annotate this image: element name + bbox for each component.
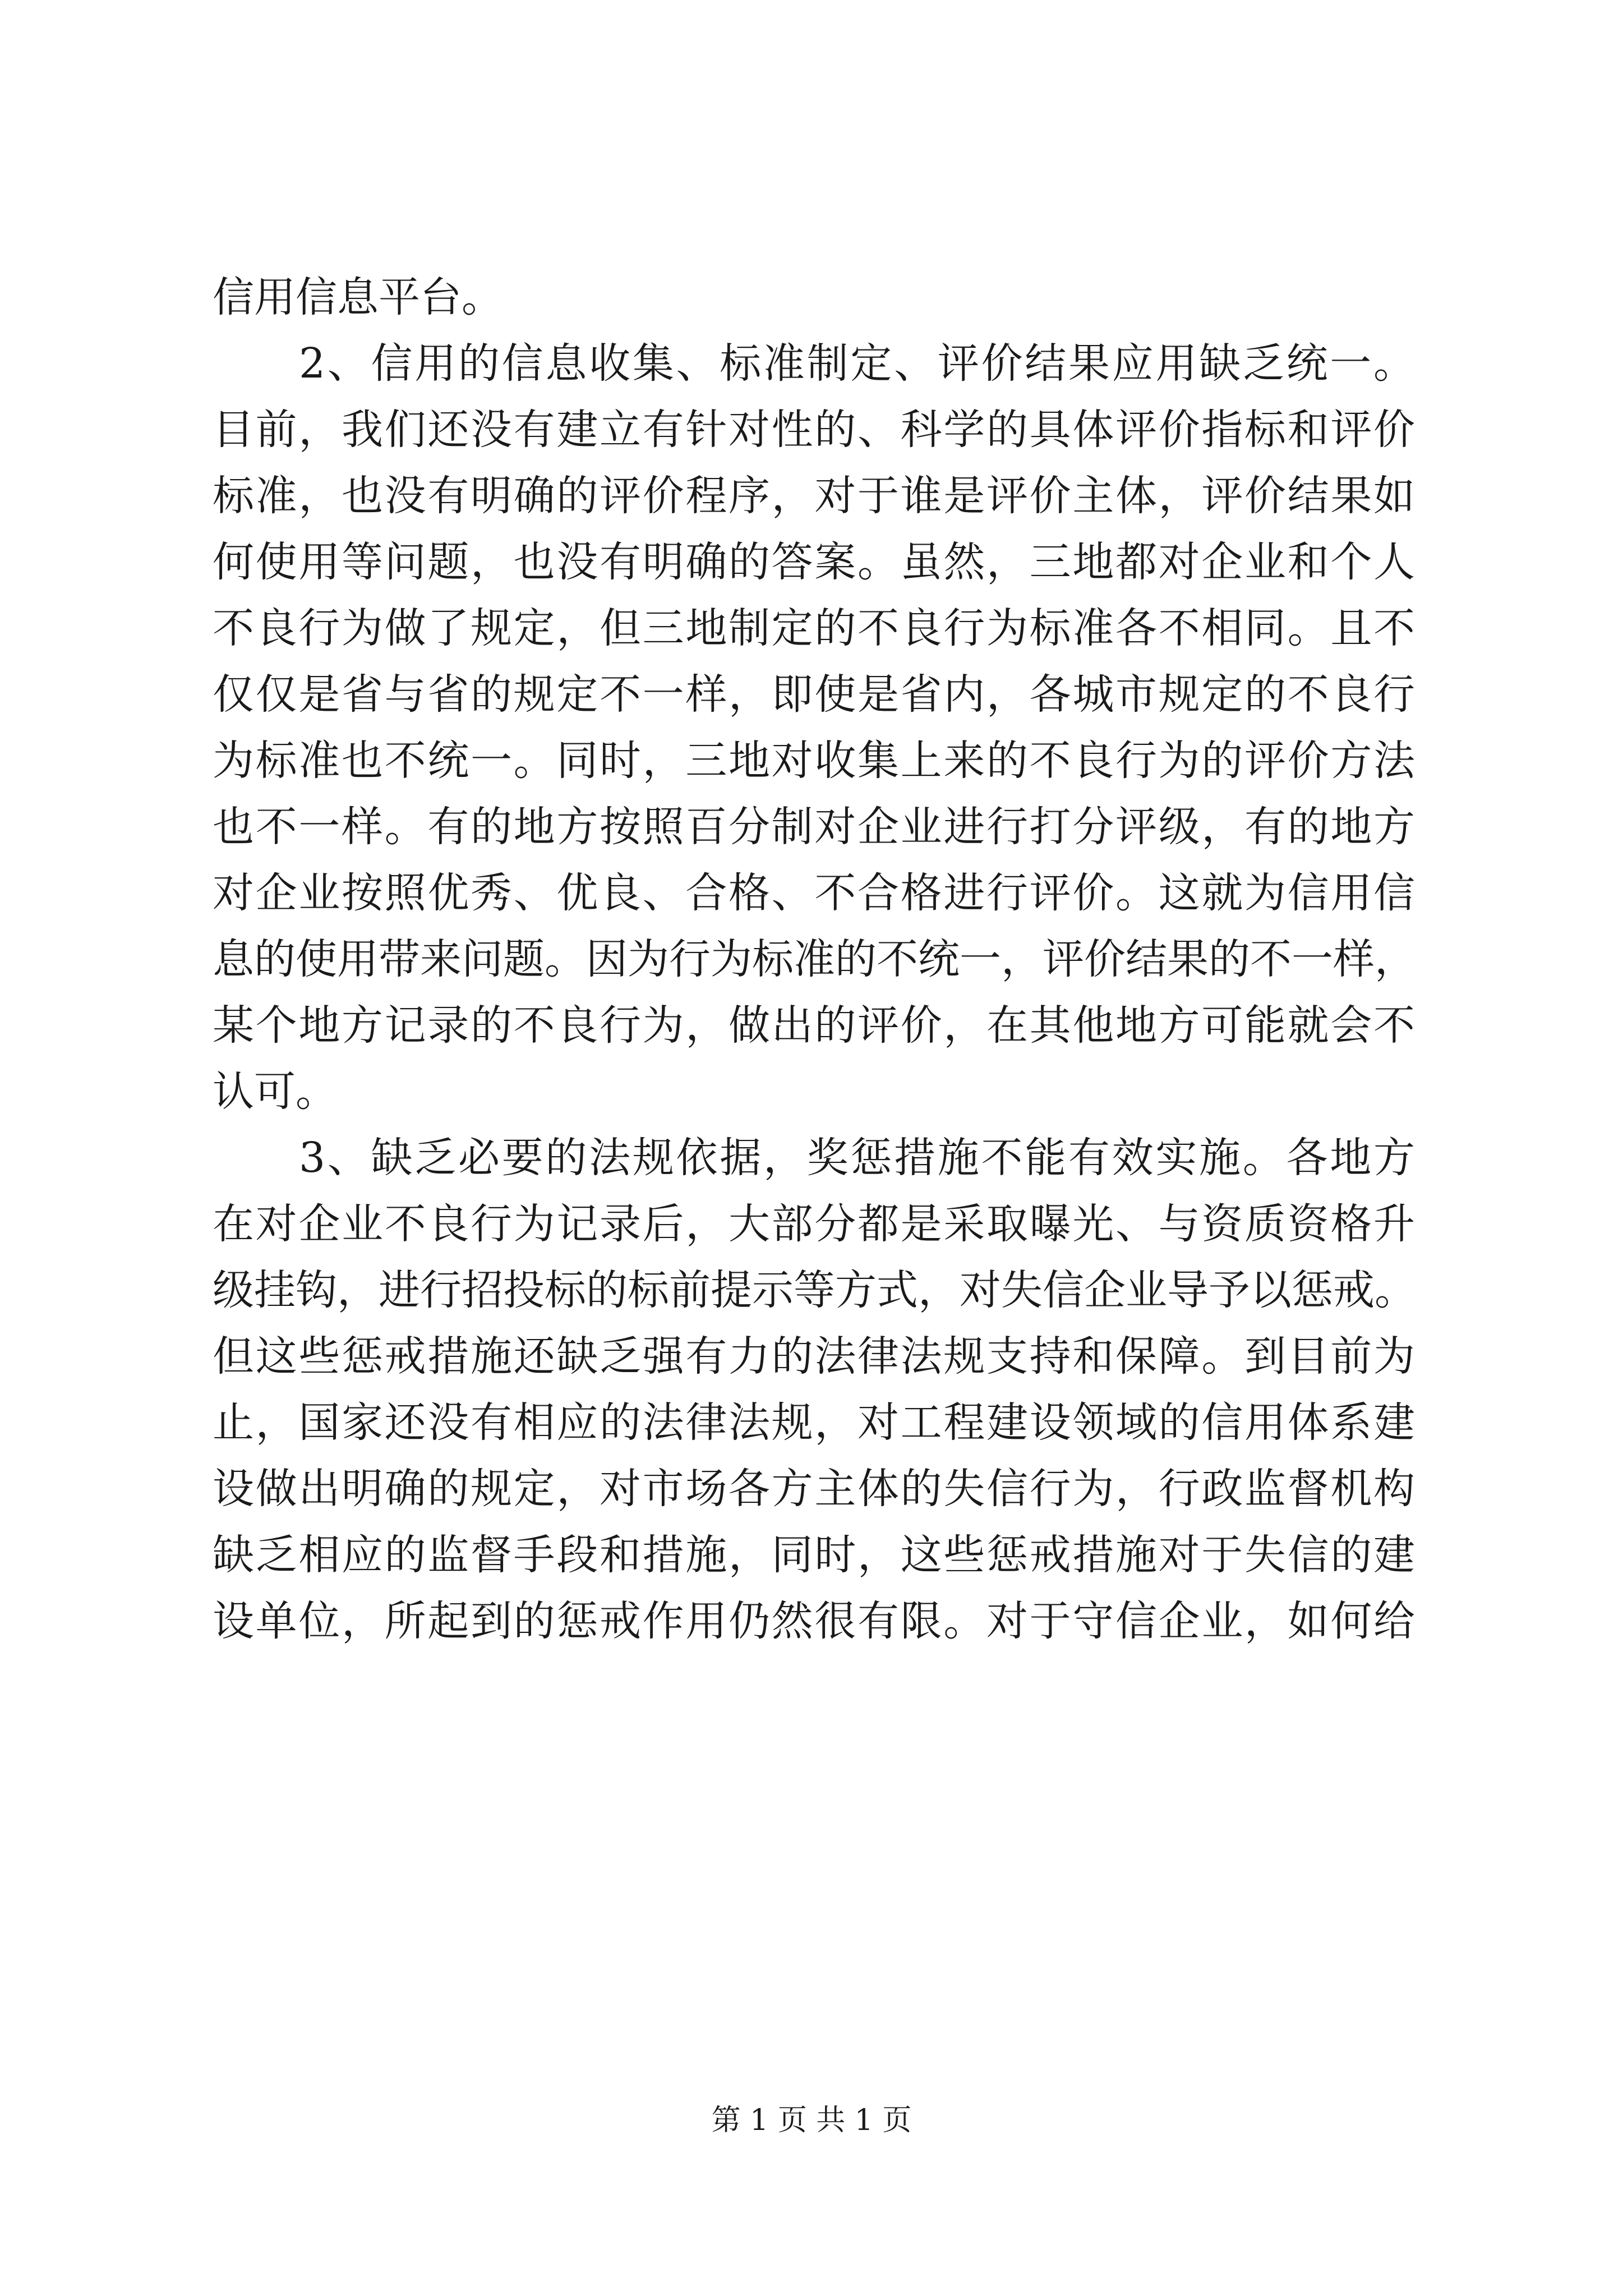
text-line: 不良行为做了规定，但三地制定的不良行为标准各不相同。且不	[213, 604, 1415, 652]
text-line: 标准，也没有明确的评价程序，对于谁是评价主体，评价结果如	[213, 472, 1415, 520]
text-line: 信用信息平台。	[213, 273, 503, 321]
text-line: 目前，我们还没有建立有针对性的、科学的具体评价指标和评价	[213, 406, 1415, 454]
text-line: 也不一样。有的地方按照百分制对企业进行打分评级，有的地方	[213, 803, 1415, 851]
text-line: 止，国家还没有相应的法律法规，对工程建设领域的信用体系建	[213, 1398, 1415, 1447]
text-line: 对企业按照优秀、优良、合格、不合格进行评价。这就为信用信	[213, 869, 1415, 917]
page-number-footer: 第 1 页 共 1 页	[711, 2104, 912, 2137]
text-line: 在对企业不良行为记录后，大部分都是采取曝光、与资质资格升	[213, 1200, 1415, 1248]
text-line: 设单位，所起到的惩戒作用仍然很有限。对于守信企业，如何给	[213, 1597, 1415, 1645]
text-line: 为标准也不统一。同时，三地对收集上来的不良行为的评价方法	[213, 737, 1415, 785]
text-line: 设做出明确的规定，对市场各方主体的失信行为，行政监督机构	[213, 1465, 1415, 1513]
text-line: 仅仅是省与省的规定不一样，即使是省内，各城市规定的不良行	[213, 670, 1415, 719]
text-line: 级挂钩，进行招投标的标前提示等方式，对失信企业导予以惩戒。	[213, 1266, 1416, 1314]
paragraph-2-heading-line: 2、信用的信息收集、标准制定、评价结果应用缺乏统一。	[299, 339, 1415, 388]
text-line: 缺乏相应的监督手段和措施，同时，这些惩戒措施对于失信的建	[213, 1531, 1415, 1579]
text-line: 认可。	[213, 1068, 337, 1116]
text-line: 何使用等问题，也没有明确的答案。虽然，三地都对企业和个人	[213, 538, 1415, 586]
text-line: 但这些惩戒措施还缺乏强有力的法律法规支持和保障。到目前为	[213, 1332, 1415, 1381]
text-line: 某个地方记录的不良行为，做出的评价，在其他地方可能就会不	[213, 1001, 1415, 1050]
text-line: 息的使用带来问题。因为行为标准的不统一，评价结果的不一样，	[213, 935, 1416, 983]
paragraph-3-heading-line: 3、缺乏必要的法规依据，奖惩措施不能有效实施。各地方	[299, 1134, 1415, 1182]
